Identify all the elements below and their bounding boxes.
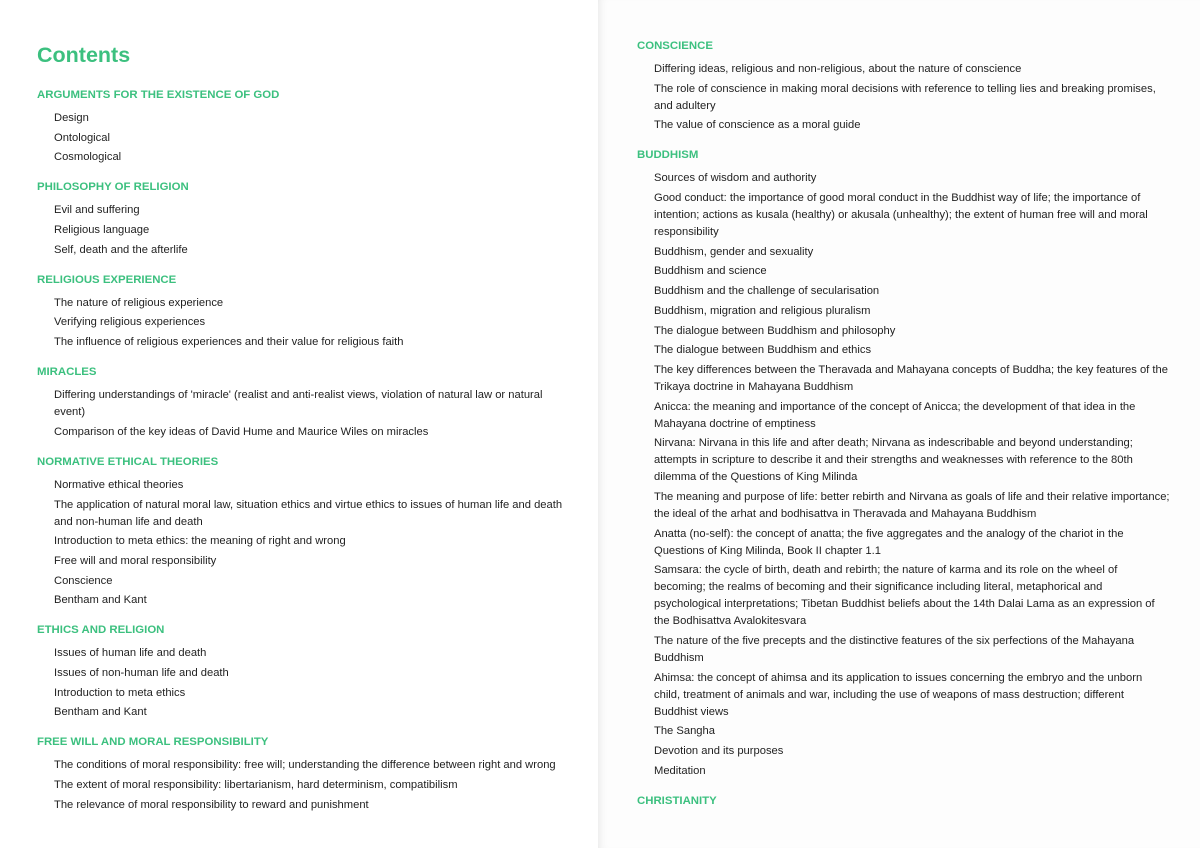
contents-item[interactable]: The application of natural moral law, situation ethics and virtue ethics to issues of human life and death and non-human life and death bbox=[54, 498, 563, 528]
contents-item[interactable]: The key differences between the Theravada and Mahayana concepts of Buddha; the key features of the Trikaya doctrine in Mahayana Buddhism bbox=[654, 363, 1168, 393]
contents-item[interactable]: Devotion and its purposes bbox=[654, 745, 784, 758]
contents-item[interactable]: Verifying religious experiences bbox=[54, 316, 206, 329]
contents-item[interactable]: Buddhism and the challenge of secularisation bbox=[654, 285, 880, 298]
contents-item[interactable]: Introduction to meta ethics: the meaning of right and wrong bbox=[54, 535, 346, 548]
section-items bbox=[37, 295, 568, 351]
contents-item[interactable]: Conscience bbox=[54, 574, 113, 587]
contents-item[interactable]: The extent of moral responsibility: libertarianism, hard determinism, compatibilism bbox=[54, 779, 458, 791]
section-items bbox=[637, 61, 1170, 134]
contents-item[interactable]: The nature of religious experience bbox=[54, 296, 224, 309]
contents-section bbox=[37, 273, 568, 351]
contents-item[interactable]: The dialogue between Buddhism and ethics bbox=[654, 344, 872, 357]
contents-item[interactable]: Introduction to meta ethics bbox=[54, 686, 186, 699]
section-heading[interactable]: PHILOSOPHY OF RELIGION bbox=[37, 181, 189, 194]
section-heading[interactable]: ARGUMENTS FOR THE EXISTENCE OF GOD bbox=[37, 89, 280, 101]
contents-section bbox=[37, 623, 568, 721]
contents-item[interactable]: The influence of religious experiences and their value for religious faith bbox=[54, 336, 404, 349]
contents-item[interactable]: Religious language bbox=[54, 224, 150, 237]
contents-section bbox=[637, 39, 1170, 134]
contents-section bbox=[37, 735, 568, 813]
contents-item[interactable]: Nirvana: Nirvana in this life and after death; Nirvana as indescribable and beyond understanding; attempts in scripture to describe it and their strengths and weaknesses with reference to the 80th dilemma of the Questions of King Milinda bbox=[654, 437, 1133, 484]
section-heading[interactable]: MIRACLES bbox=[37, 366, 97, 379]
contents-item[interactable]: Bentham and Kant bbox=[54, 706, 147, 719]
contents-item[interactable]: Cosmological bbox=[54, 151, 122, 164]
contents-item[interactable]: Issues of non-human life and death bbox=[54, 666, 229, 679]
page-title: Contents bbox=[37, 43, 131, 67]
contents-section bbox=[37, 455, 568, 609]
contents-section bbox=[37, 88, 568, 166]
contents-item[interactable]: Bentham and Kant bbox=[54, 594, 147, 607]
contents-item[interactable]: The dialogue between Buddhism and philosophy bbox=[654, 324, 896, 337]
section-heading[interactable]: FREE WILL AND MORAL RESPONSIBILITY bbox=[37, 736, 269, 749]
contents-item[interactable]: The Sangha bbox=[654, 725, 715, 738]
section-items bbox=[37, 387, 568, 441]
section-heading[interactable]: NORMATIVE ETHICAL THEORIES bbox=[37, 455, 219, 468]
section-heading[interactable]: CONSCIENCE bbox=[637, 40, 713, 52]
contents-item[interactable]: Meditation bbox=[654, 764, 706, 777]
contents-item[interactable]: Anatta (no-self): the concept of anatta; the five aggregates and the analogy of the chariot in the Questions of King Milinda, Book II chapter 1.1 bbox=[654, 527, 1124, 557]
contents-section bbox=[637, 794, 1170, 809]
contents-item[interactable]: Comparison of the key ideas of David Hume and Maurice Wiles on miracles bbox=[54, 425, 429, 438]
right-page bbox=[598, 0, 1200, 848]
contents-item[interactable]: Ontological bbox=[54, 131, 110, 144]
contents-section bbox=[37, 365, 568, 441]
section-items bbox=[37, 645, 568, 721]
contents-item[interactable]: Buddhism, gender and sexuality bbox=[654, 245, 814, 258]
left-contents bbox=[37, 88, 568, 814]
contents-item[interactable]: Sources of wisdom and authority bbox=[654, 172, 817, 185]
contents-item[interactable]: Ahimsa: the concept of ahimsa and its application to issues concerning the embryo and the unborn child, treatment of animals and war, including the use of weapons of mass destruction; different Buddhist views bbox=[654, 671, 1143, 718]
contents-item[interactable]: Buddhism, migration and religious pluralism bbox=[654, 304, 871, 317]
section-heading[interactable]: ETHICS AND RELIGION bbox=[37, 624, 165, 637]
contents-section bbox=[37, 180, 568, 258]
left-page bbox=[0, 0, 598, 848]
section-items bbox=[37, 110, 568, 166]
right-contents bbox=[637, 39, 1170, 809]
section-heading[interactable]: CHRISTIANITY bbox=[637, 794, 717, 807]
contents-item[interactable]: Differing ideas, religious and non-religious, about the nature of conscience bbox=[654, 63, 1022, 75]
contents-item[interactable]: Design bbox=[54, 112, 89, 124]
section-items bbox=[37, 757, 568, 813]
contents-item[interactable]: Good conduct: the importance of good moral conduct in the Buddhist way of life; the importance of intention; actions as kusala (healthy) or akusala (unhealthy); the extent of human free will and moral responsibility bbox=[654, 192, 1148, 239]
contents-item[interactable]: The value of conscience as a moral guide bbox=[654, 119, 861, 132]
section-items bbox=[37, 202, 568, 258]
contents-item[interactable]: Evil and suffering bbox=[54, 204, 140, 217]
contents-item[interactable]: Differing understandings of 'miracle' (realist and anti-realist views, violation of natural law or natural event) bbox=[54, 389, 543, 419]
contents-item[interactable]: Self, death and the afterlife bbox=[54, 243, 188, 256]
contents-item[interactable]: The nature of the five precepts and the distinctive features of the six perfections of the Mahayana Buddhism bbox=[654, 635, 1135, 664]
section-items bbox=[37, 477, 568, 609]
section-heading[interactable]: BUDDHISM bbox=[637, 149, 699, 162]
contents-item[interactable]: The meaning and purpose of life: better rebirth and Nirvana as goals of life and their relative importance; the ideal of the arhat and bodhisattva in Theravada and Mahayana Buddhism bbox=[654, 490, 1170, 520]
contents-section bbox=[637, 148, 1170, 779]
contents-item[interactable]: Free will and moral responsibility bbox=[54, 554, 217, 567]
contents-item[interactable]: Issues of human life and death bbox=[54, 647, 207, 660]
contents-item[interactable]: The conditions of moral responsibility: free will; understanding the difference between right and wrong bbox=[54, 759, 556, 772]
contents-item[interactable]: Samsara: the cycle of birth, death and rebirth; the nature of karma and its role on the wheel of becoming; the realms of becoming and their significance including literal, metaphorical and psychological interpretations; Tibetan Buddhist beliefs about the 14th Dalai Lama as an expression of the Bodhisattva Avalokitesvara bbox=[654, 564, 1155, 628]
contents-item[interactable]: Buddhism and science bbox=[654, 265, 767, 278]
contents-item[interactable]: Anicca: the meaning and importance of the concept of Anicca; the development of that idea in the Mahayana doctrine of emptiness bbox=[654, 400, 1136, 430]
section-heading[interactable]: RELIGIOUS EXPERIENCE bbox=[37, 273, 177, 286]
contents-item[interactable]: Normative ethical theories bbox=[54, 478, 184, 491]
section-items bbox=[637, 170, 1170, 779]
contents-item[interactable]: The role of conscience in making moral decisions with reference to telling lies and breaking promises, and adultery bbox=[654, 82, 1156, 112]
contents-item[interactable]: The relevance of moral responsibility to reward and punishment bbox=[54, 798, 369, 811]
